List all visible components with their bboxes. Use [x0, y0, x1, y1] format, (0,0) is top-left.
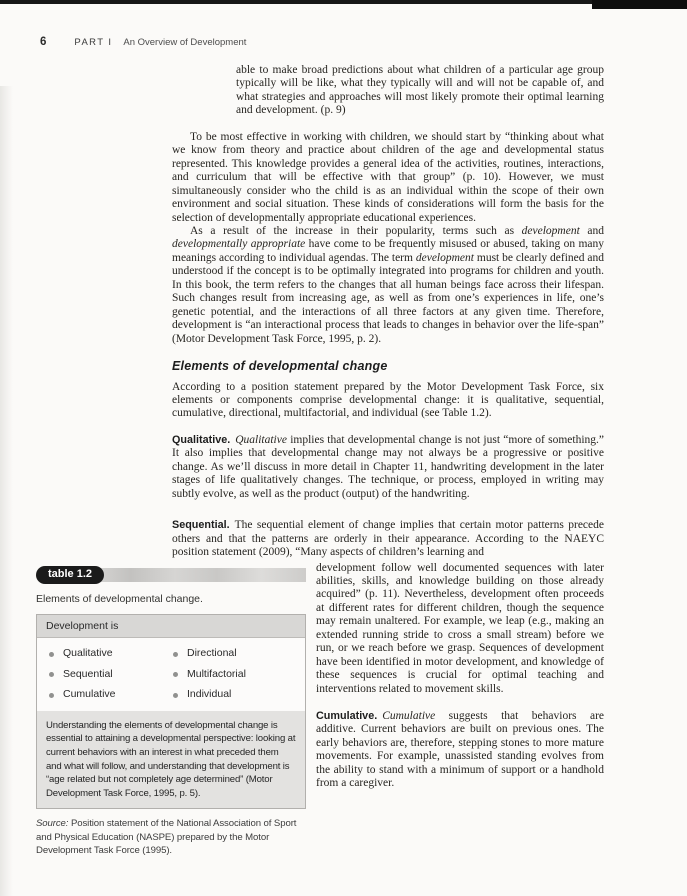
bullet-item-label: Multifactorial	[187, 667, 246, 680]
cumulative-text: Cumulative suggests that behaviors are additive. Current behaviors are built on previous ones. The early behaviors are, therefore, stepping stones to more mature movements. For example, unassisted standing evolves from the ability to stand with a minimum of support or a handhold from a caregiver.	[316, 710, 604, 790]
table-box	[36, 614, 306, 809]
sequential-label: Sequential.	[172, 519, 230, 532]
table-caption: Elements of developmental change.	[36, 592, 203, 605]
table-badge: table 1.2	[36, 566, 104, 584]
section-heading: Elements of developmental change	[172, 359, 388, 374]
bullet-list-right	[173, 647, 297, 708]
bullet-item-label: Directional	[187, 647, 237, 660]
paragraph-development-term: As a result of the increase in their popularity, terms such as development and developmentally appropriate have come to be frequently misused or abused, taking on many meanings according to individual agendas. The term development must be clearly defined and understood if the concept is to be optimally integrated into programs for children and youth. In this book, the term refers to the changes that all human beings face across their lifespan. Such changes result from increasing age, as well as from one’s experiences in life, one’s genetic potential, and the interactions of all three factors at any given time. Therefore, development is “an interactional process that leads to changes in behavior over the life-span” (Motor Development Task Force, 1995, p. 2).	[172, 224, 605, 345]
bullet-icon	[49, 652, 54, 657]
table-wrap-region	[36, 561, 604, 856]
bullet-item	[49, 668, 173, 681]
paragraph-effective-working: To be most effective in working with children, we should start by “thinking about what we know from theory and practice about children of the age and developmental status represented. This knowledge provides a general idea of the activities, routines, interactions, and curriculum that will be effective with that group” (p. 10). However, we must simultaneously consider who the child is as an individual within the scope of their own environment and social situation. These kinds of considerations will form the basis for the selection of developmentally appropriate educational experiences.	[172, 130, 604, 224]
table-note: Understanding the elements of developmental change is essential to attaining a developmental perspective: looking at current behaviors with an interest in what preceded them and what will follow, and understanding that development is “age related but not completely age determined” (Motor Development Task Force, 1995, p. 5).	[37, 711, 305, 809]
source-label: Source:	[36, 818, 69, 830]
paragraph-qualitative	[172, 434, 604, 501]
table-box-header: Development is	[37, 615, 305, 638]
bullet-item	[173, 668, 297, 681]
sequential-text-before: The sequential element of change implies that certain motor patterns precede others and that the patterns are orderly in their appearance. According to the NAEYC position statement (2009), “Many aspects of children’s learning and	[172, 519, 604, 559]
source-text: Position statement of the National Association of Sport and Physical Education (NASPE) prepared by the Motor Development Task Force (1995).	[36, 818, 297, 856]
bullet-icon	[173, 693, 178, 698]
part-label: PART I	[74, 37, 113, 48]
bullet-item-label: Cumulative	[63, 688, 116, 701]
part-title: An Overview of Development	[123, 37, 247, 48]
bullet-icon	[173, 652, 178, 657]
block-quote: able to make broad predictions about what children of a particular age group typically will be like, what they typically will and will not be capable of, and what strategies and approaches will most likely promote their optimal learning and development. (p. 9)	[236, 64, 604, 117]
paragraph-sequential-start	[172, 519, 604, 559]
page-body	[36, 64, 605, 856]
qualitative-text: Qualitative implies that developmental change is not just “more of something.” It also implies that developmental change may not always be a progressive or positive change. As we’ll discuss in more detail in Chapter 11, handwriting development in the later stages of life qualitatively changes. The technique, or process, employed in writing may subtly evolve, as well as the product (output) of the handwriting.	[172, 433, 604, 500]
table-source	[36, 817, 306, 857]
paragraph-cumulative	[316, 710, 604, 791]
running-head	[40, 36, 246, 48]
cumulative-label: Cumulative.	[316, 710, 378, 723]
bullet-list-left	[49, 647, 173, 708]
bullet-item-label: Sequential	[63, 667, 113, 680]
narrow-column	[316, 562, 604, 791]
scan-artifact-top-bar	[0, 0, 687, 4]
paragraph-section-intro: According to a position statement prepared by the Motor Development Task Force, six elements or components comprise developmental change: it is qualitative, sequential, cumulative, directional, multifactorial, and individual (see Table 1.2).	[172, 380, 604, 420]
bullet-item	[173, 688, 297, 701]
bullet-icon	[173, 672, 178, 677]
page-number: 6	[40, 36, 47, 48]
table-bullet-columns	[37, 638, 305, 710]
bullet-item-label: Individual	[187, 688, 232, 701]
table-badge-strip	[36, 566, 306, 584]
bullet-item	[49, 647, 173, 660]
scan-artifact-top-right-blob	[592, 0, 687, 9]
table-1-2	[36, 566, 306, 857]
bullet-item	[173, 647, 297, 660]
bullet-icon	[49, 672, 54, 677]
bullet-item-label: Qualitative	[63, 647, 113, 660]
bullet-icon	[49, 693, 54, 698]
scan-artifact-left-gutter	[0, 86, 13, 896]
bullet-item	[49, 688, 173, 701]
qualitative-label: Qualitative.	[172, 433, 231, 446]
paragraph-sequential-continued: development follow well documented sequences with later abilities, skills, and knowledge building on those already acquired” (p. 11). Nevertheless, development often proceeds at different rates for different children, though the sequence may remain unaltered. For example, we leap (e.g., making an extended running stride to cross a small stream) before we run, or we reach before we grasp. Sequences of development have been identified in motor development, and knowledge of these sequences is crucial for optimal teaching and interventions related to movement skills.	[316, 561, 604, 695]
